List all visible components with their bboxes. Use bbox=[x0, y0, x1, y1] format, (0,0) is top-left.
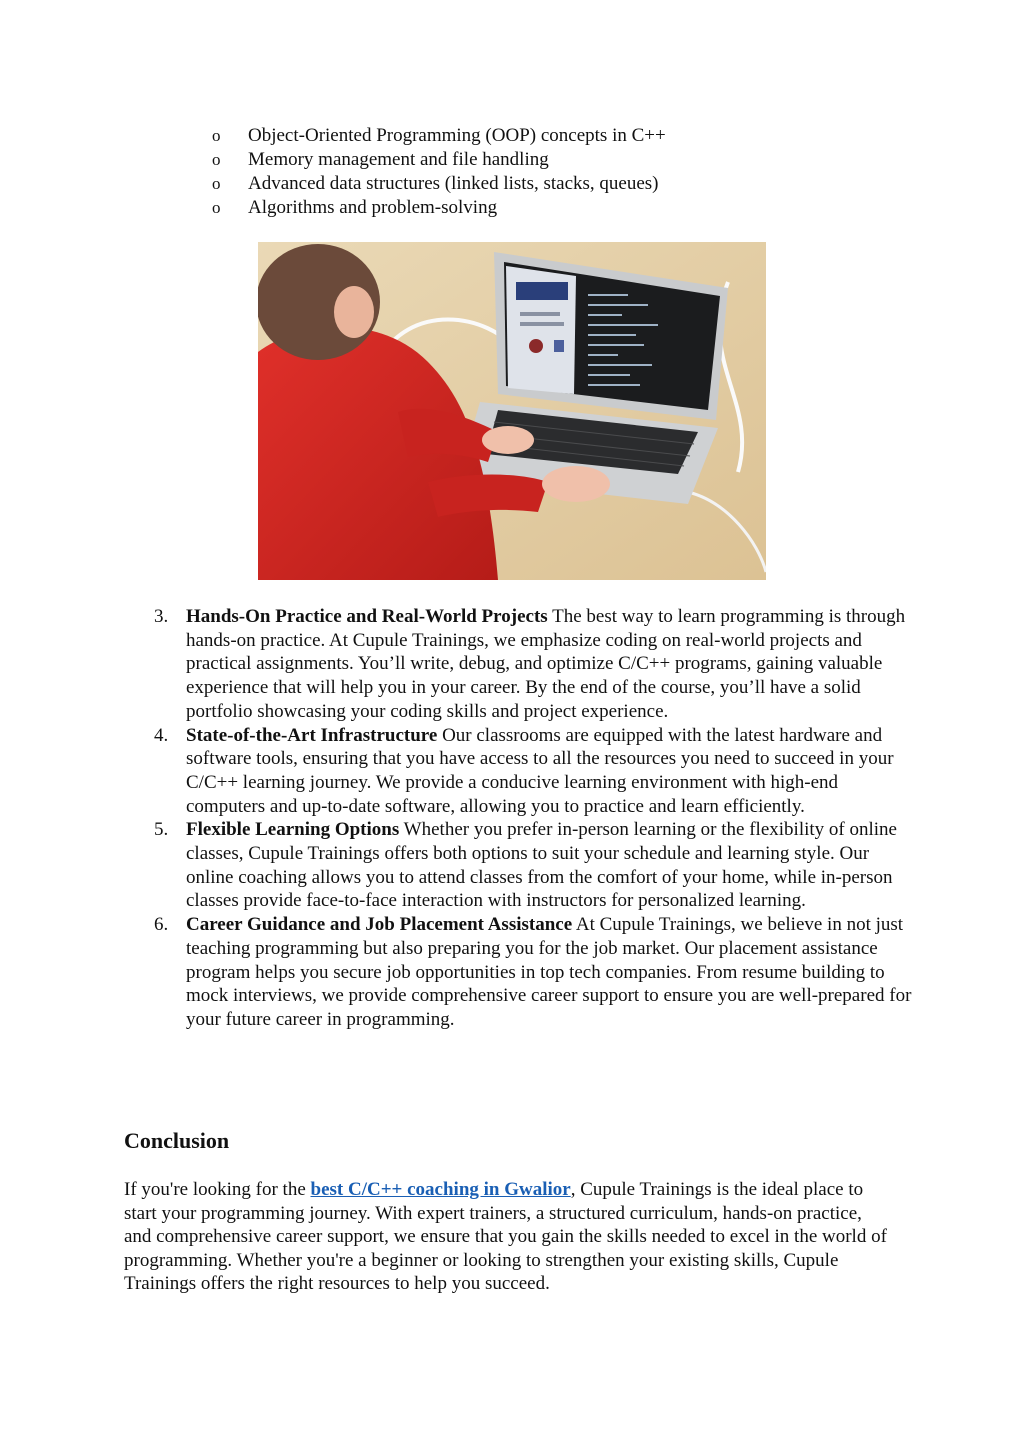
item-body: Whether you prefer in-person learning or the flexibility of online classes, Cupule Trainings offers both options to suit your schedule and learning style. Our online coaching allows you to attend classes from the comfort of your home, while in-person classes provide face-to-face interaction with instructors for personalized learning. bbox=[186, 819, 897, 912]
list-item bbox=[154, 724, 914, 819]
list-item-text: Advanced data structures (linked lists, stacks, queues) bbox=[248, 173, 659, 194]
circle-bullet-icon: o bbox=[212, 126, 221, 145]
item-title: Flexible Learning Options bbox=[186, 819, 400, 841]
item-body: Our classrooms are equipped with the latest hardware and software tools, ensuring that you have access to all the resources you need to succeed in your C/C++ learning journey. We provide a conducive learning environment with high-end computers and up-to-date software, allowing you to practice and learn efficiently. bbox=[186, 724, 894, 817]
item-title: Hands-On Practice and Real-World Projects bbox=[186, 606, 548, 627]
list-item bbox=[212, 172, 666, 196]
list-number: 5. bbox=[154, 819, 169, 841]
topic-sublist bbox=[212, 124, 666, 220]
features-list bbox=[154, 605, 914, 1032]
person-coding-on-laptop-icon bbox=[258, 242, 766, 580]
section-heading: Conclusion bbox=[124, 1128, 230, 1153]
list-item bbox=[212, 196, 666, 220]
list-number: 4. bbox=[154, 724, 169, 746]
list-item bbox=[212, 124, 666, 148]
list-item-text: Object-Oriented Programming (OOP) concepts in C++ bbox=[248, 125, 666, 146]
list-item bbox=[154, 913, 914, 1032]
circle-bullet-icon: o bbox=[212, 174, 221, 193]
coaching-link[interactable]: best C/C++ coaching in Gwalior bbox=[310, 1179, 571, 1200]
list-item-text: Memory management and file handling bbox=[248, 149, 549, 170]
item-title: State-of-the-Art Infrastructure bbox=[186, 724, 438, 746]
paragraph-text: , Cupule Trainings is the ideal place to start your programming journey. With expert trainers, a structured curriculum, hands-on practice, and comprehensive career support, we ensure that you gain the skills needed to excel in the world of programming. Whether you're a beginner or looking to strengthen your existing skills, Cupule Trainings offers the right resources to help you succeed. bbox=[124, 1179, 887, 1295]
list-number: 3. bbox=[154, 606, 169, 627]
list-item bbox=[154, 818, 914, 913]
paragraph-text: If you're looking for the bbox=[124, 1179, 311, 1200]
list-item-text: Algorithms and problem-solving bbox=[248, 197, 498, 218]
conclusion-paragraph bbox=[124, 1178, 894, 1296]
list-item bbox=[154, 605, 914, 724]
circle-bullet-icon: o bbox=[212, 198, 221, 217]
list-item bbox=[212, 148, 666, 172]
item-body: At Cupule Trainings, we believe in not just teaching programming but also preparing you for the job market. Our placement assistance program helps you secure job opportunities in top tech companies. From resume building to mock interviews, we provide comprehensive career support to ensure you are well-prepared for your future career in programming. bbox=[186, 914, 912, 1030]
item-title: Career Guidance and Job Placement Assistance bbox=[186, 914, 573, 936]
item-body: The best way to learn programming is through hands-on practice. At Cupule Trainings, we emphasize coding on real-world projects and practical assignments. You’ll write, debug, and optimize C/C++ programs, gaining valuable experience that will help you in your career. By the end of the course, you’ll have a solid portfolio showcasing your coding skills and project experience. bbox=[186, 606, 906, 722]
list-number: 6. bbox=[154, 914, 169, 936]
circle-bullet-icon: o bbox=[212, 150, 221, 169]
